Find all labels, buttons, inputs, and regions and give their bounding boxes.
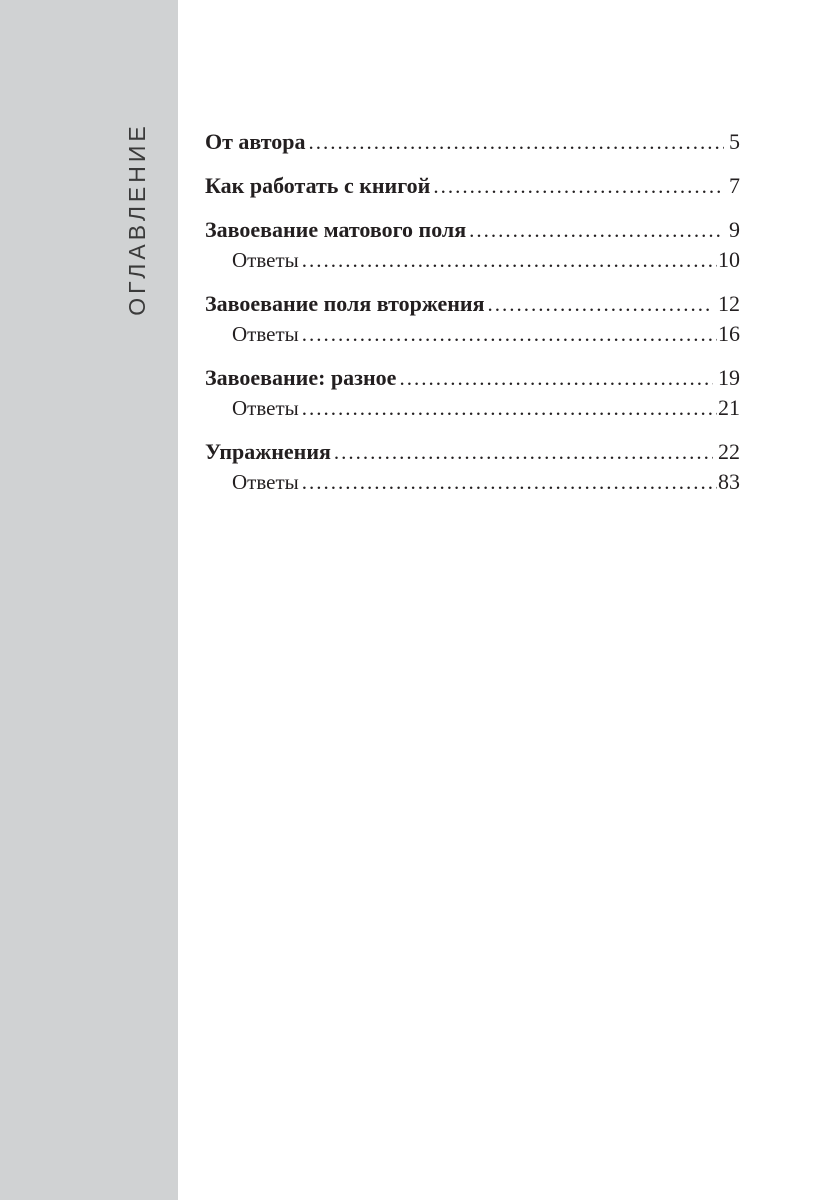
toc-entry-page: 21 — [718, 395, 740, 420]
dot-leader — [396, 364, 713, 393]
toc-group — [205, 363, 740, 423]
toc-entry — [205, 215, 740, 245]
dot-leader — [466, 216, 724, 245]
toc-entry-page: 22 — [718, 439, 740, 464]
toc-entry-page: 16 — [718, 321, 740, 346]
sidebar-vertical-title: ОГЛАВЛЕНИЕ — [124, 122, 150, 316]
toc-entry — [205, 437, 740, 467]
toc-entry-page: 12 — [718, 291, 740, 316]
table-of-contents — [205, 127, 740, 511]
sidebar — [0, 0, 178, 1200]
toc-entry — [205, 245, 740, 275]
toc-entry-label: Ответы — [232, 396, 299, 420]
toc-group — [205, 437, 740, 497]
toc-entry — [205, 467, 740, 497]
toc-group — [205, 171, 740, 201]
toc-entry — [205, 289, 740, 319]
dot-leader — [331, 438, 713, 467]
toc-entry — [205, 393, 740, 423]
toc-entry-label: Завоевание поля вторжения — [205, 291, 485, 316]
toc-entry-label: Завоевание: разное — [205, 365, 397, 390]
toc-entry-label: Как работать с книгой — [205, 173, 431, 198]
toc-entry — [205, 171, 740, 201]
toc-group — [205, 127, 740, 157]
toc-entry-page: 9 — [729, 217, 740, 242]
toc-entry-label: Завоевание матового поля — [205, 217, 467, 242]
dot-leader — [299, 320, 717, 349]
dot-leader — [299, 394, 717, 423]
toc-entry — [205, 363, 740, 393]
toc-entry-page: 19 — [718, 365, 740, 390]
toc-entry — [205, 127, 740, 157]
dot-leader — [430, 172, 724, 201]
toc-entry-page: 10 — [718, 247, 740, 272]
toc-entry — [205, 319, 740, 349]
toc-entry-page: 5 — [729, 129, 740, 154]
dot-leader — [485, 290, 713, 319]
dot-leader — [299, 468, 717, 497]
toc-entry-page: 7 — [729, 173, 740, 198]
toc-entry-page: 83 — [718, 469, 740, 494]
dot-leader — [306, 128, 724, 157]
toc-group — [205, 215, 740, 275]
toc-entry-label: От автора — [205, 129, 306, 154]
toc-entry-label: Упражнения — [205, 439, 331, 464]
toc-entry-label: Ответы — [232, 248, 299, 272]
toc-entry-label: Ответы — [232, 470, 299, 494]
toc-entry-label: Ответы — [232, 322, 299, 346]
toc-group — [205, 289, 740, 349]
dot-leader — [299, 246, 717, 275]
